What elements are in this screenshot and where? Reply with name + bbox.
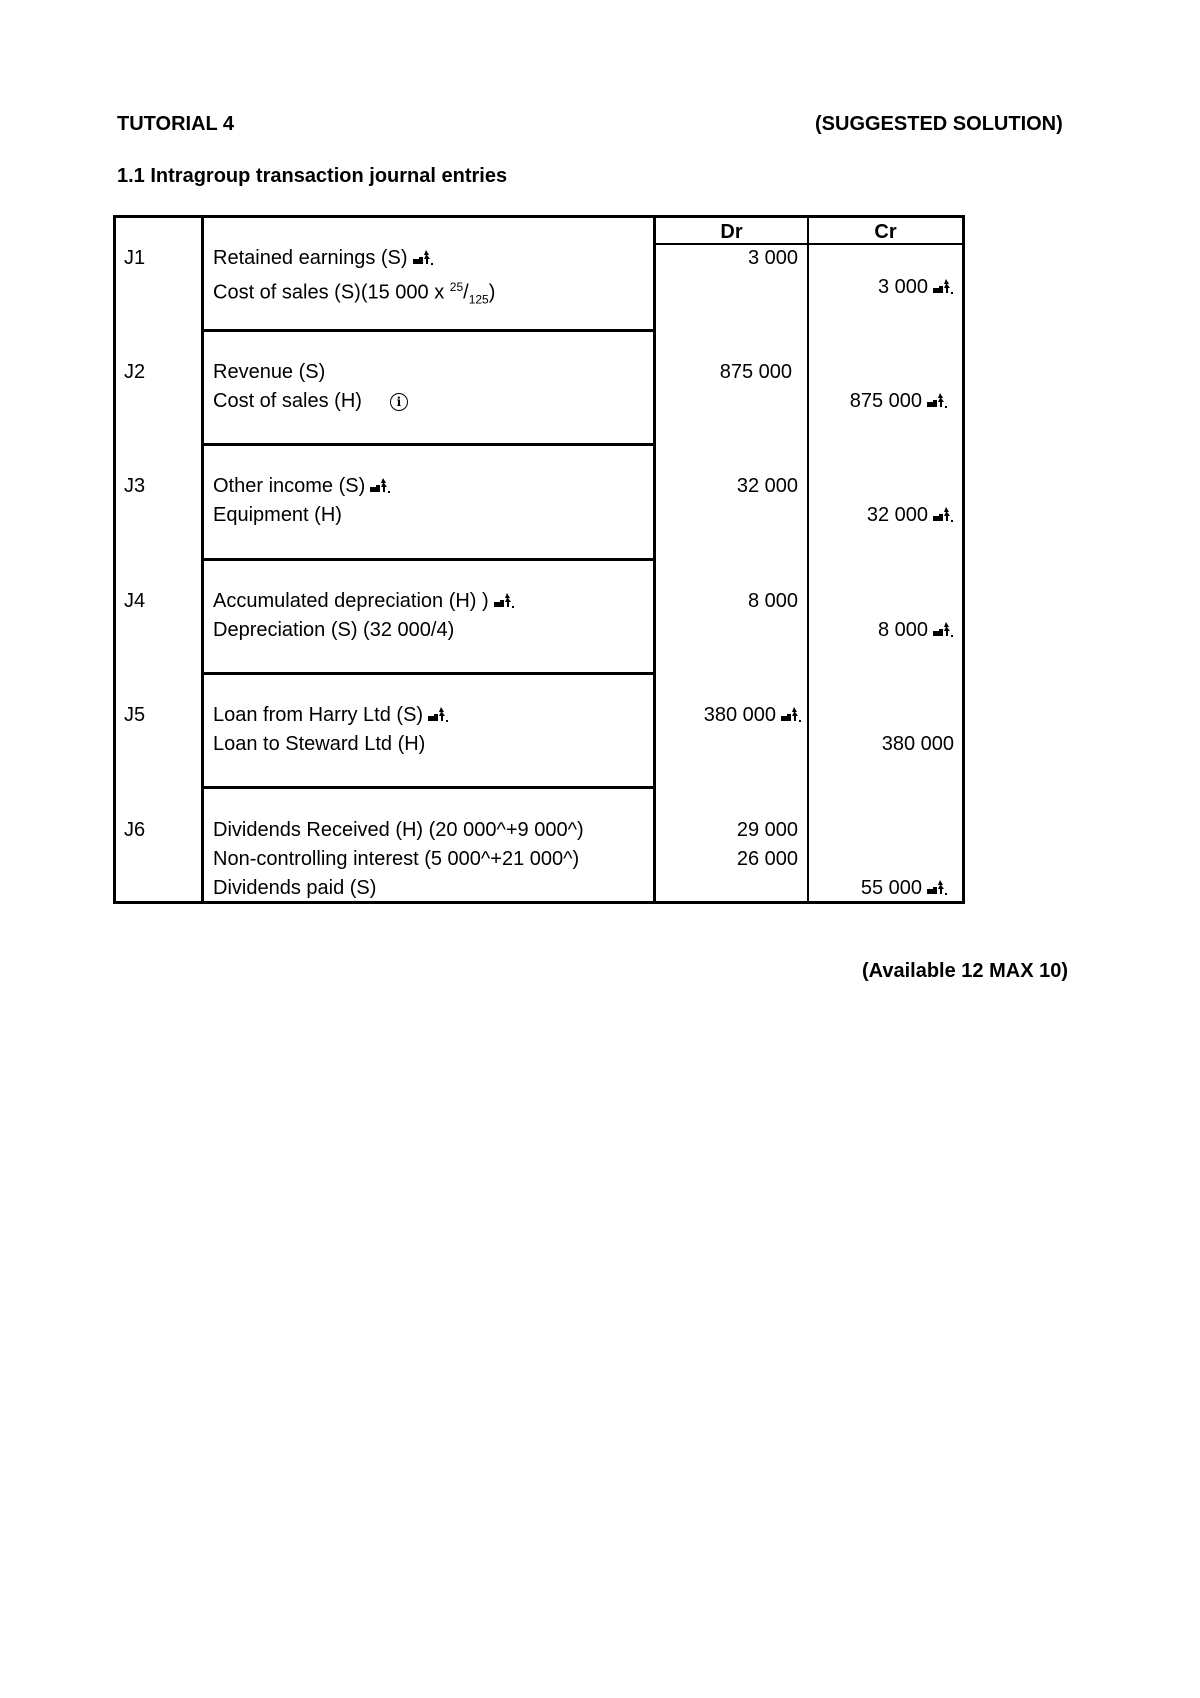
account-text: Depreciation (S) (32 000/4) <box>213 619 455 641</box>
entry-account-line <box>213 732 425 756</box>
separator-j1 <box>201 329 656 332</box>
header-right: (SUGGESTED SOLUTION) <box>815 113 1063 135</box>
account-text: Retained earnings (S) <box>213 247 408 269</box>
debit-amount <box>660 703 802 727</box>
credit-value: 875 000 <box>849 390 922 412</box>
credit-amount <box>812 389 948 413</box>
footer-note: (Available 12 MAX 10) <box>862 960 1069 982</box>
entry-id: J2 <box>124 361 146 383</box>
entry-id: J5 <box>124 704 146 726</box>
entry-account-line <box>213 246 434 270</box>
account-text: Non-controlling interest (5 000^+21 000^) <box>213 848 580 870</box>
debit-value: 32 000 <box>736 475 798 497</box>
account-text: Cost of sales (H) <box>213 390 362 412</box>
entry-account-line <box>213 876 376 900</box>
tick-mark-icon <box>932 277 954 295</box>
entry-id: J3 <box>124 475 146 497</box>
account-text-tail: ) <box>488 281 496 304</box>
debit-amount <box>660 246 798 270</box>
account-text: Dividends paid (S) <box>213 877 377 899</box>
entry-account-line <box>213 474 391 498</box>
debit-amount <box>660 818 798 842</box>
entry-id: J4 <box>124 590 146 612</box>
tick-mark-icon <box>926 878 948 896</box>
separator-j5 <box>201 786 656 789</box>
credit-amount <box>812 876 948 900</box>
credit-amount <box>812 618 954 642</box>
credit-value: 3 000 <box>877 276 928 298</box>
entry-account-line <box>213 589 515 613</box>
entry-id: J1 <box>124 247 146 269</box>
entry-account-line <box>213 847 579 871</box>
debit-value: 29 000 <box>736 819 798 841</box>
column-header-dr: Dr <box>720 221 743 243</box>
debit-value: 875 000 <box>719 361 792 383</box>
debit-amount <box>660 474 798 498</box>
account-text: Accumulated depreciation (H) ) <box>213 590 489 612</box>
account-text: Equipment (H) <box>213 504 342 526</box>
separator-j4 <box>201 672 656 675</box>
credit-value: 32 000 <box>866 504 928 526</box>
header-left: TUTORIAL 4 <box>117 113 235 135</box>
section-title: 1.1 Intragroup transaction journal entries <box>117 165 508 187</box>
column-header-cr: Cr <box>874 221 897 243</box>
entry-account-line <box>213 703 449 727</box>
account-text: Loan to Steward Ltd (H) <box>213 733 426 755</box>
entry-id: J6 <box>124 819 146 841</box>
entry-account-line <box>213 503 342 527</box>
credit-value: 380 000 <box>881 733 954 755</box>
debit-value: 8 000 <box>747 590 798 612</box>
tick-mark-icon <box>369 476 391 494</box>
credit-value: 55 000 <box>860 877 922 899</box>
credit-amount <box>812 503 954 527</box>
fraction-denominator: 125 <box>468 292 489 307</box>
tick-mark-icon <box>926 391 948 409</box>
account-text: Dividends Received (H) (20 000^+9 000^) <box>213 819 584 841</box>
account-text: Revenue (S) <box>213 361 326 383</box>
tick-mark-icon <box>493 591 515 609</box>
tick-mark-icon <box>412 248 434 266</box>
entry-account-line <box>213 275 495 312</box>
divider-dr-cr <box>807 215 809 904</box>
fraction-slash: / <box>463 281 469 304</box>
entry-account-line <box>213 818 584 842</box>
account-text: Cost of sales (S)(15 000 x <box>213 281 450 304</box>
debit-value: 3 000 <box>747 247 798 269</box>
debit-value: 26 000 <box>736 848 798 870</box>
entry-account-line <box>213 389 408 413</box>
account-text: Other income (S) <box>213 475 366 497</box>
info-icon: i <box>390 393 408 411</box>
tick-mark-icon <box>932 620 954 638</box>
debit-amount <box>660 847 798 871</box>
debit-amount <box>660 360 792 384</box>
debit-amount <box>660 589 798 613</box>
separator-j2 <box>201 443 656 446</box>
tick-mark-icon <box>932 505 954 523</box>
entry-account-line <box>213 618 454 642</box>
tick-mark-icon <box>780 705 802 723</box>
credit-amount <box>812 732 954 756</box>
account-text: Loan from Harry Ltd (S) <box>213 704 424 726</box>
credit-value: 8 000 <box>877 619 928 641</box>
credit-amount <box>812 275 954 299</box>
entry-account-line <box>213 360 325 384</box>
separator-j3 <box>201 558 656 561</box>
fraction-numerator: 25 <box>449 280 464 294</box>
tick-mark-icon <box>427 705 449 723</box>
debit-value: 380 000 <box>703 704 776 726</box>
